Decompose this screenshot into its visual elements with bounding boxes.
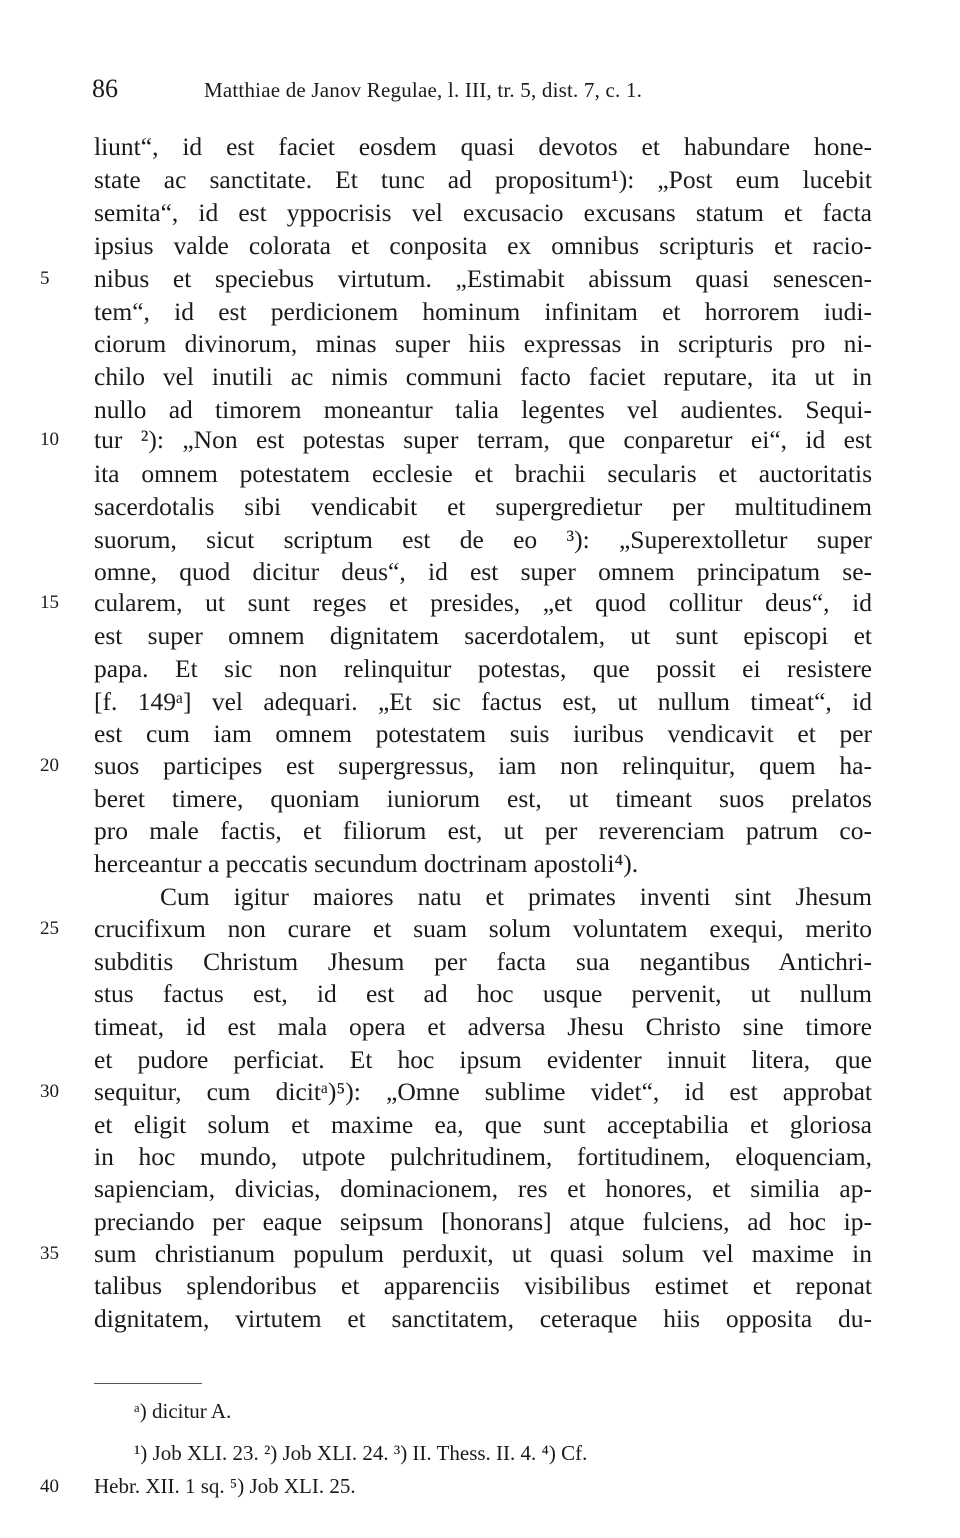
text-line: timeat, id est mala opera et adversa Jhesu Christo sine timore: [94, 1012, 872, 1041]
text-line: liunt“, id est faciet eosdem quasi devotos et habundare hone-: [94, 132, 872, 161]
text-line: sequitur, cum dicitᵃ)⁵): „Omne sublime videt“, id est approbat: [94, 1077, 872, 1106]
text-line: [f. 149ᵃ] vel adequari. „Et sic factus est, ut nullum timeat“, id: [94, 687, 872, 716]
text-line: nibus et speciebus virtutum. „Estimabit abissum quasi senescen-: [94, 264, 872, 293]
text-line: dignitatem, virtutem et sanctitatem, ceteraque hiis opposita du-: [94, 1304, 872, 1333]
text-line: suorum, sicut scriptum est de eo ³): „Superextolletur super: [94, 525, 872, 554]
text-line: herceantur a peccatis secundum doctrinam apostoli⁴).: [94, 849, 639, 878]
text-line: suos participes est supergressus, iam non relinquitur, quem ha-: [94, 751, 872, 780]
line-number: 35: [40, 1243, 59, 1264]
text-line: sacerdotalis sibi vendicabit et supergredietur per multitudinem: [94, 492, 872, 521]
text-line: beret timere, quoniam iuniorum est, ut timeant suos prelatos: [94, 784, 872, 813]
text-line: state ac sanctitate. Et tunc ad propositum¹): „Post eum lucebit: [94, 165, 872, 194]
text-line: tur ²): „Non est potestas super terram, que conparetur ei“, id est: [94, 425, 872, 454]
footnote-references-continued: Hebr. XII. 1 sq. ⁵) Job XLI. 25.: [94, 1474, 356, 1498]
line-number: 10: [40, 429, 59, 450]
text-line: est super omnem dignitatem sacerdotalem, ut sunt episcopi et: [94, 621, 872, 650]
text-line: et eligit solum et maxime ea, que sunt acceptabilia et gloriosa: [94, 1110, 872, 1139]
text-line: Cum igitur maiores natu et primates inventi sint Jhesum: [160, 882, 872, 911]
line-number: 25: [40, 918, 59, 939]
text-line: ita omnem potestatem ecclesie et brachii secularis et auctoritatis: [94, 459, 872, 488]
text-line: est cum iam omnem potestatem suis iuribus vendicavit et per: [94, 719, 872, 748]
line-number: 5: [40, 268, 50, 289]
text-line: ciorum divinorum, minas super hiis expressas in scripturis pro ni-: [94, 329, 872, 358]
page-header: [92, 74, 872, 106]
text-line: papa. Et sic non relinquitur potestas, que possit ei resistere: [94, 654, 872, 683]
footnote-divider: [94, 1383, 202, 1384]
running-title: Matthiae de Janov Regulae, l. III, tr. 5, dist. 7, c. 1.: [204, 78, 643, 102]
text-line: talibus splendoribus et apparenciis visibilibus estimet et reponat: [94, 1271, 872, 1300]
line-number: 40: [40, 1476, 59, 1497]
text-line: cularem, ut sunt reges et presides, „et quod collitur deus“, id: [94, 588, 872, 617]
text-line: subditis Christum Jhesum per facta sua negantibus Antichri-: [94, 947, 872, 976]
text-line: et pudore perficiat. Et hoc ipsum evidenter innuit litera, que: [94, 1045, 872, 1074]
text-line: crucifixum non curare et suam solum voluntatem exequi, merito: [94, 914, 872, 943]
text-line: sapienciam, divicias, dominacionem, res et honores, et similia ap-: [94, 1174, 872, 1203]
text-line: semita“, id est yppocrisis vel excusacio excusans statum et facta: [94, 198, 872, 227]
text-line: nullo ad timorem moneantur talia legentes vel audientes. Sequi-: [94, 395, 872, 424]
text-line: in hoc mundo, utpote pulchritudinem, fortitudinem, eloquenciam,: [94, 1142, 872, 1171]
footnote-references: ¹) Job XLI. 23. ²) Job XLI. 24. ³) II. Thess. II. 4. ⁴) Cf.: [134, 1441, 588, 1465]
page-number: 86: [92, 74, 118, 103]
text-line: ipsius valde colorata et conposita ex omnibus scripturis et racio-: [94, 231, 872, 260]
text-line: pro male factis, et filiorum est, ut per reverenciam patrum co-: [94, 816, 872, 845]
text-line: preciando per eaque seipsum [honorans] atque fulciens, ad hoc ip-: [94, 1207, 872, 1236]
text-line: stus factus est, id est ad hoc usque pervenit, ut nullum: [94, 979, 872, 1008]
line-number: 15: [40, 592, 59, 613]
line-number: 30: [40, 1081, 59, 1102]
footnote-variant: ᵃ) dicitur A.: [134, 1399, 232, 1423]
text-line: tem“, id est perdicionem hominum infinitam et horrorem iudi-: [94, 297, 872, 326]
text-line: chilo vel inutili ac nimis communi facto faciet reputare, ita ut in: [94, 362, 872, 391]
line-number: 20: [40, 755, 59, 776]
text-line: omne, quod dicitur deus“, id est super omnem principatum se-: [94, 557, 872, 586]
text-line: sum christianum populum perduxit, ut quasi solum vel maxime in: [94, 1239, 872, 1268]
